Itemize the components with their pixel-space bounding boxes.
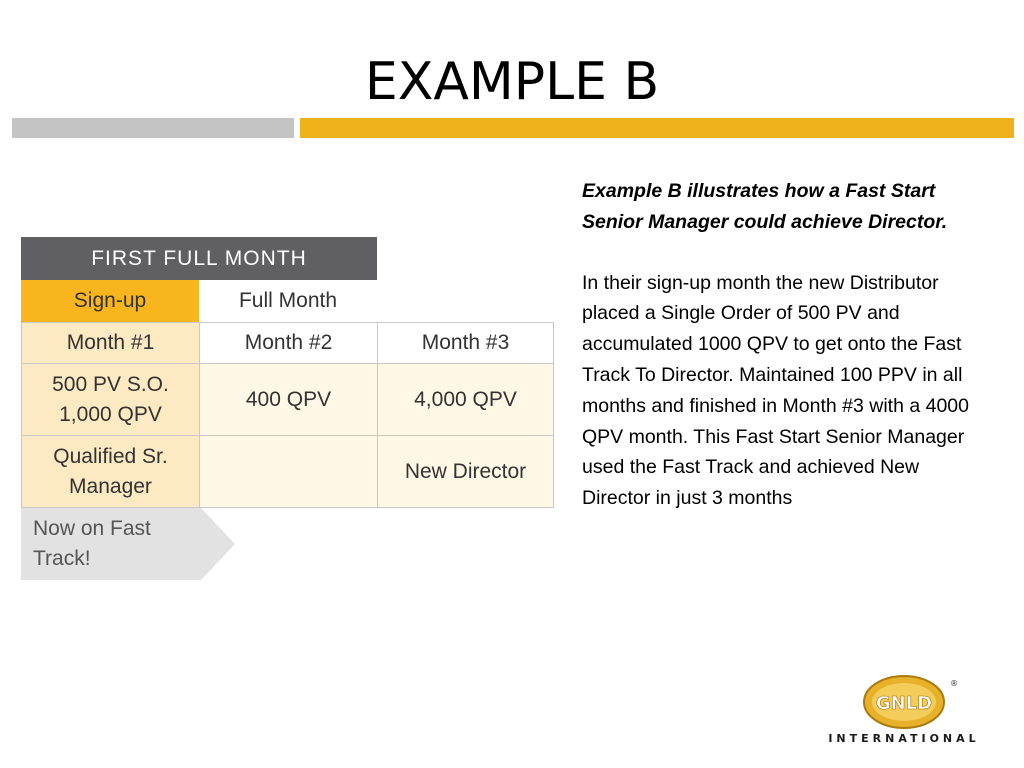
cell-month-3: Month #3 <box>377 322 554 364</box>
paragraph-gap <box>582 238 982 268</box>
cell-r3c1 <box>21 363 200 436</box>
title-underline-gray <box>12 118 294 138</box>
cell-r4c1-line1: Qualified Sr. <box>53 444 168 468</box>
track-arrow-line2: Track! <box>33 547 91 570</box>
track-arrow-text <box>33 514 203 574</box>
cell-r3c3: 4,000 QPV <box>377 363 554 436</box>
track-arrow-line1: Now on Fast <box>33 517 151 540</box>
table-header: FIRST FULL MONTH <box>21 237 377 280</box>
description-body: In their sign-up month the new Distributor placed a Single Order of 500 PV and accumulated 1000 QPV to get onto the Fast Track To Director. Maintained 100 PPV in all months and finished in Month #3 with a 4000 QPV month. This Fast Start Senior Manager used the Fast Track and achieved New Director in just 3 months <box>582 271 970 510</box>
cell-r4c2 <box>199 435 378 508</box>
cell-r4c1-line2: Manager <box>69 474 152 498</box>
cell-r4c1 <box>21 435 200 508</box>
cell-r3c2: 400 QPV <box>199 363 378 436</box>
cell-full-month: Full Month <box>199 280 377 322</box>
logo-mark-text: GNLD <box>875 693 933 714</box>
description <box>582 176 982 514</box>
cell-r4c3: New Director <box>377 435 554 508</box>
title-underline-gold <box>300 118 1014 138</box>
logo-registered: ® <box>950 679 958 688</box>
logo-word: INTERNATIONAL <box>828 732 980 745</box>
cell-r3c1-line1: 500 PV S.O. <box>52 372 169 396</box>
description-intro: Example B illustrates how a Fast Start Senior Manager could achieve Director. <box>582 180 948 233</box>
cell-signup: Sign-up <box>21 280 199 322</box>
cell-r3c1-line2: 1,000 QPV <box>59 402 162 426</box>
cell-month-1: Month #1 <box>21 322 200 364</box>
slide-title: EXAMPLE B <box>364 52 660 112</box>
cell-month-2: Month #2 <box>199 322 378 364</box>
